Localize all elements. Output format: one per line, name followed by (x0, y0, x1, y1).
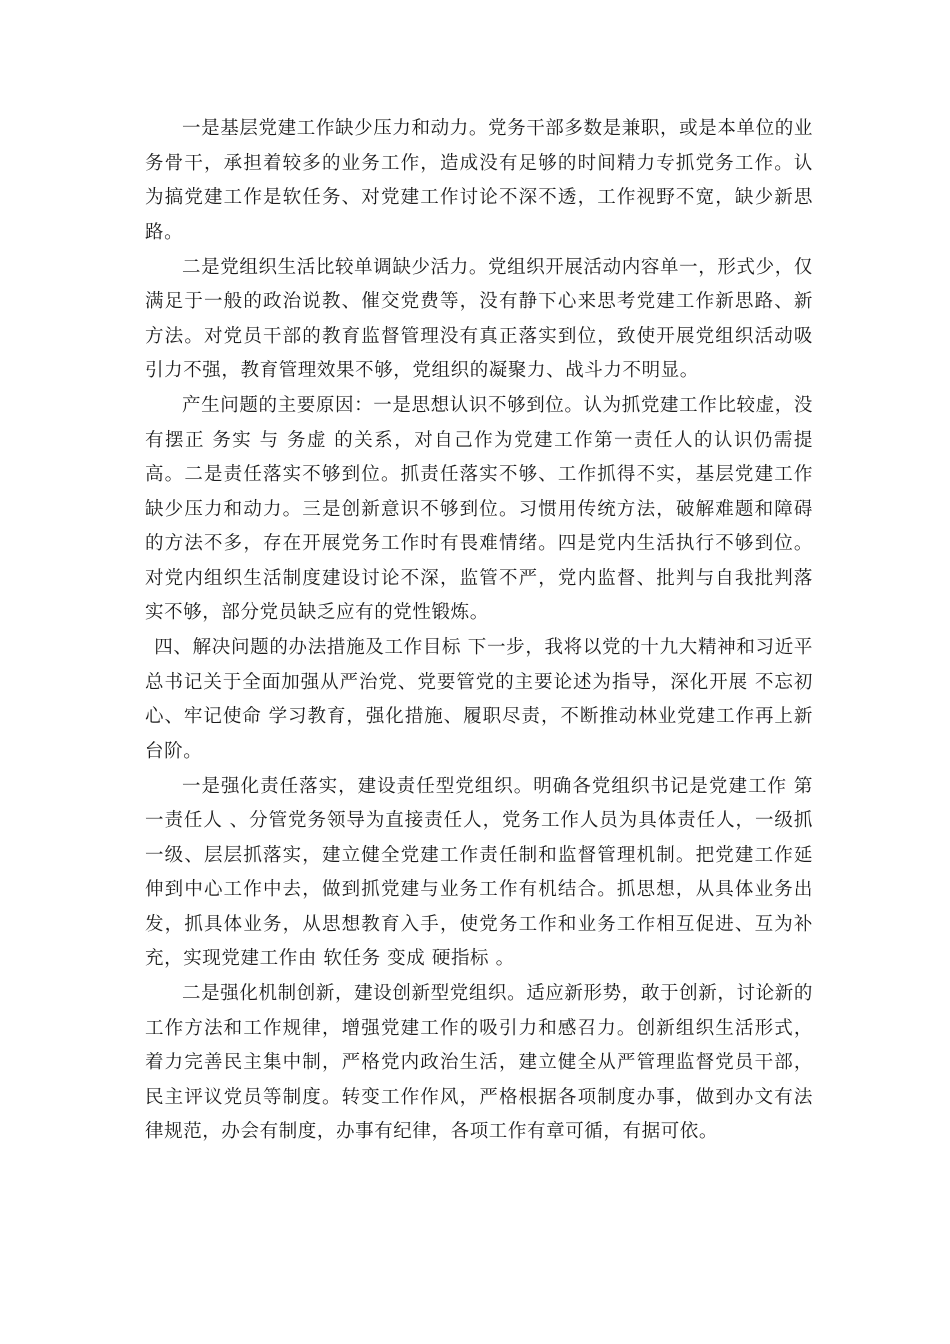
paragraph-organization-life: 二是党组织生活比较单调缺少活力。党组织开展活动内容单一，形式少，仅满足于一般的政治说教、催交党费等，没有静下心来思考党建工作新思路、新方法。对党员干部的教育监督管理没有真正落实到位，致使开展党组织活动吸引力不强，教育管理效果不够，党组织的凝聚力、战斗力不明显。 (145, 256, 813, 381)
document-body (145, 112, 813, 1150)
paragraph-section-four: 四、解决问题的办法措施及工作目标 下一步，我将以党的十九大精神和习近平总书记关于全面加强从严治党、党要管党的主要论述为指导，深化开展 不忘初心、牢记使命 学习教育，强化措施、履职尽责，不断推动林业党建工作再上新台阶。 (145, 637, 813, 762)
paragraph-grassroots-pressure: 一是基层党建工作缺少压力和动力。党务干部多数是兼职，或是本单位的业务骨干，承担着较多的业务工作，造成没有足够的时间精力专抓党务工作。认为搞党建工作是软任务、对党建工作讨论不深不透，工作视野不宽，缺少新思路。 (145, 118, 813, 243)
paragraph-main-causes: 产生问题的主要原因：一是思想认识不够到位。认为抓党建工作比较虚，没有摆正 务实 与 务虚 的关系，对自己作为党建工作第一责任人的认识仍需提高。二是责任落实不够到位。抓责任落实不够、工作抓得不实，基层党建工作缺少压力和动力。三是创新意识不够到位。习惯用传统方法，破解难题和障碍的方法不多，存在开展党务工作时有畏难情绪。四是党内生活执行不够到位。对党内组织生活制度建设讨论不深，监管不严，党内监督、批判与自我批判落实不够，部分党员缺乏应有的党性锻炼。 (145, 395, 813, 623)
paragraph-innovation: 二是强化机制创新，建设创新型党组织。适应新形势，敢于创新，讨论新的工作方法和工作规律，增强党建工作的吸引力和感召力。创新组织生活形式，着力完善民主集中制，严格党内政治生活，建立健全从严管理监督党员干部，民主评议党员等制度。转变工作作风，严格根据各项制度办事，做到办文有法律规范，办会有制度，办事有纪律，各项工作有章可循，有据可依。 (145, 983, 813, 1142)
paragraph-responsibility: 一是强化责任落实，建设责任型党组织。明确各党组织书记是党建工作 第一责任人 、分管党务领导为直接责任人，党务工作人员为具体责任人，一级抓一级、层层抓落实，建立健全党建工作责任制和监督管理机制。把党建工作延伸到中心工作中去，做到抓党建与业务工作有机结合。抓思想，从具体业务出发，抓具体业务，从思想教育入手，使党务工作和业务工作相互促进、互为补充，实现党建工作由 软任务 变成 硬指标 。 (145, 775, 813, 969)
